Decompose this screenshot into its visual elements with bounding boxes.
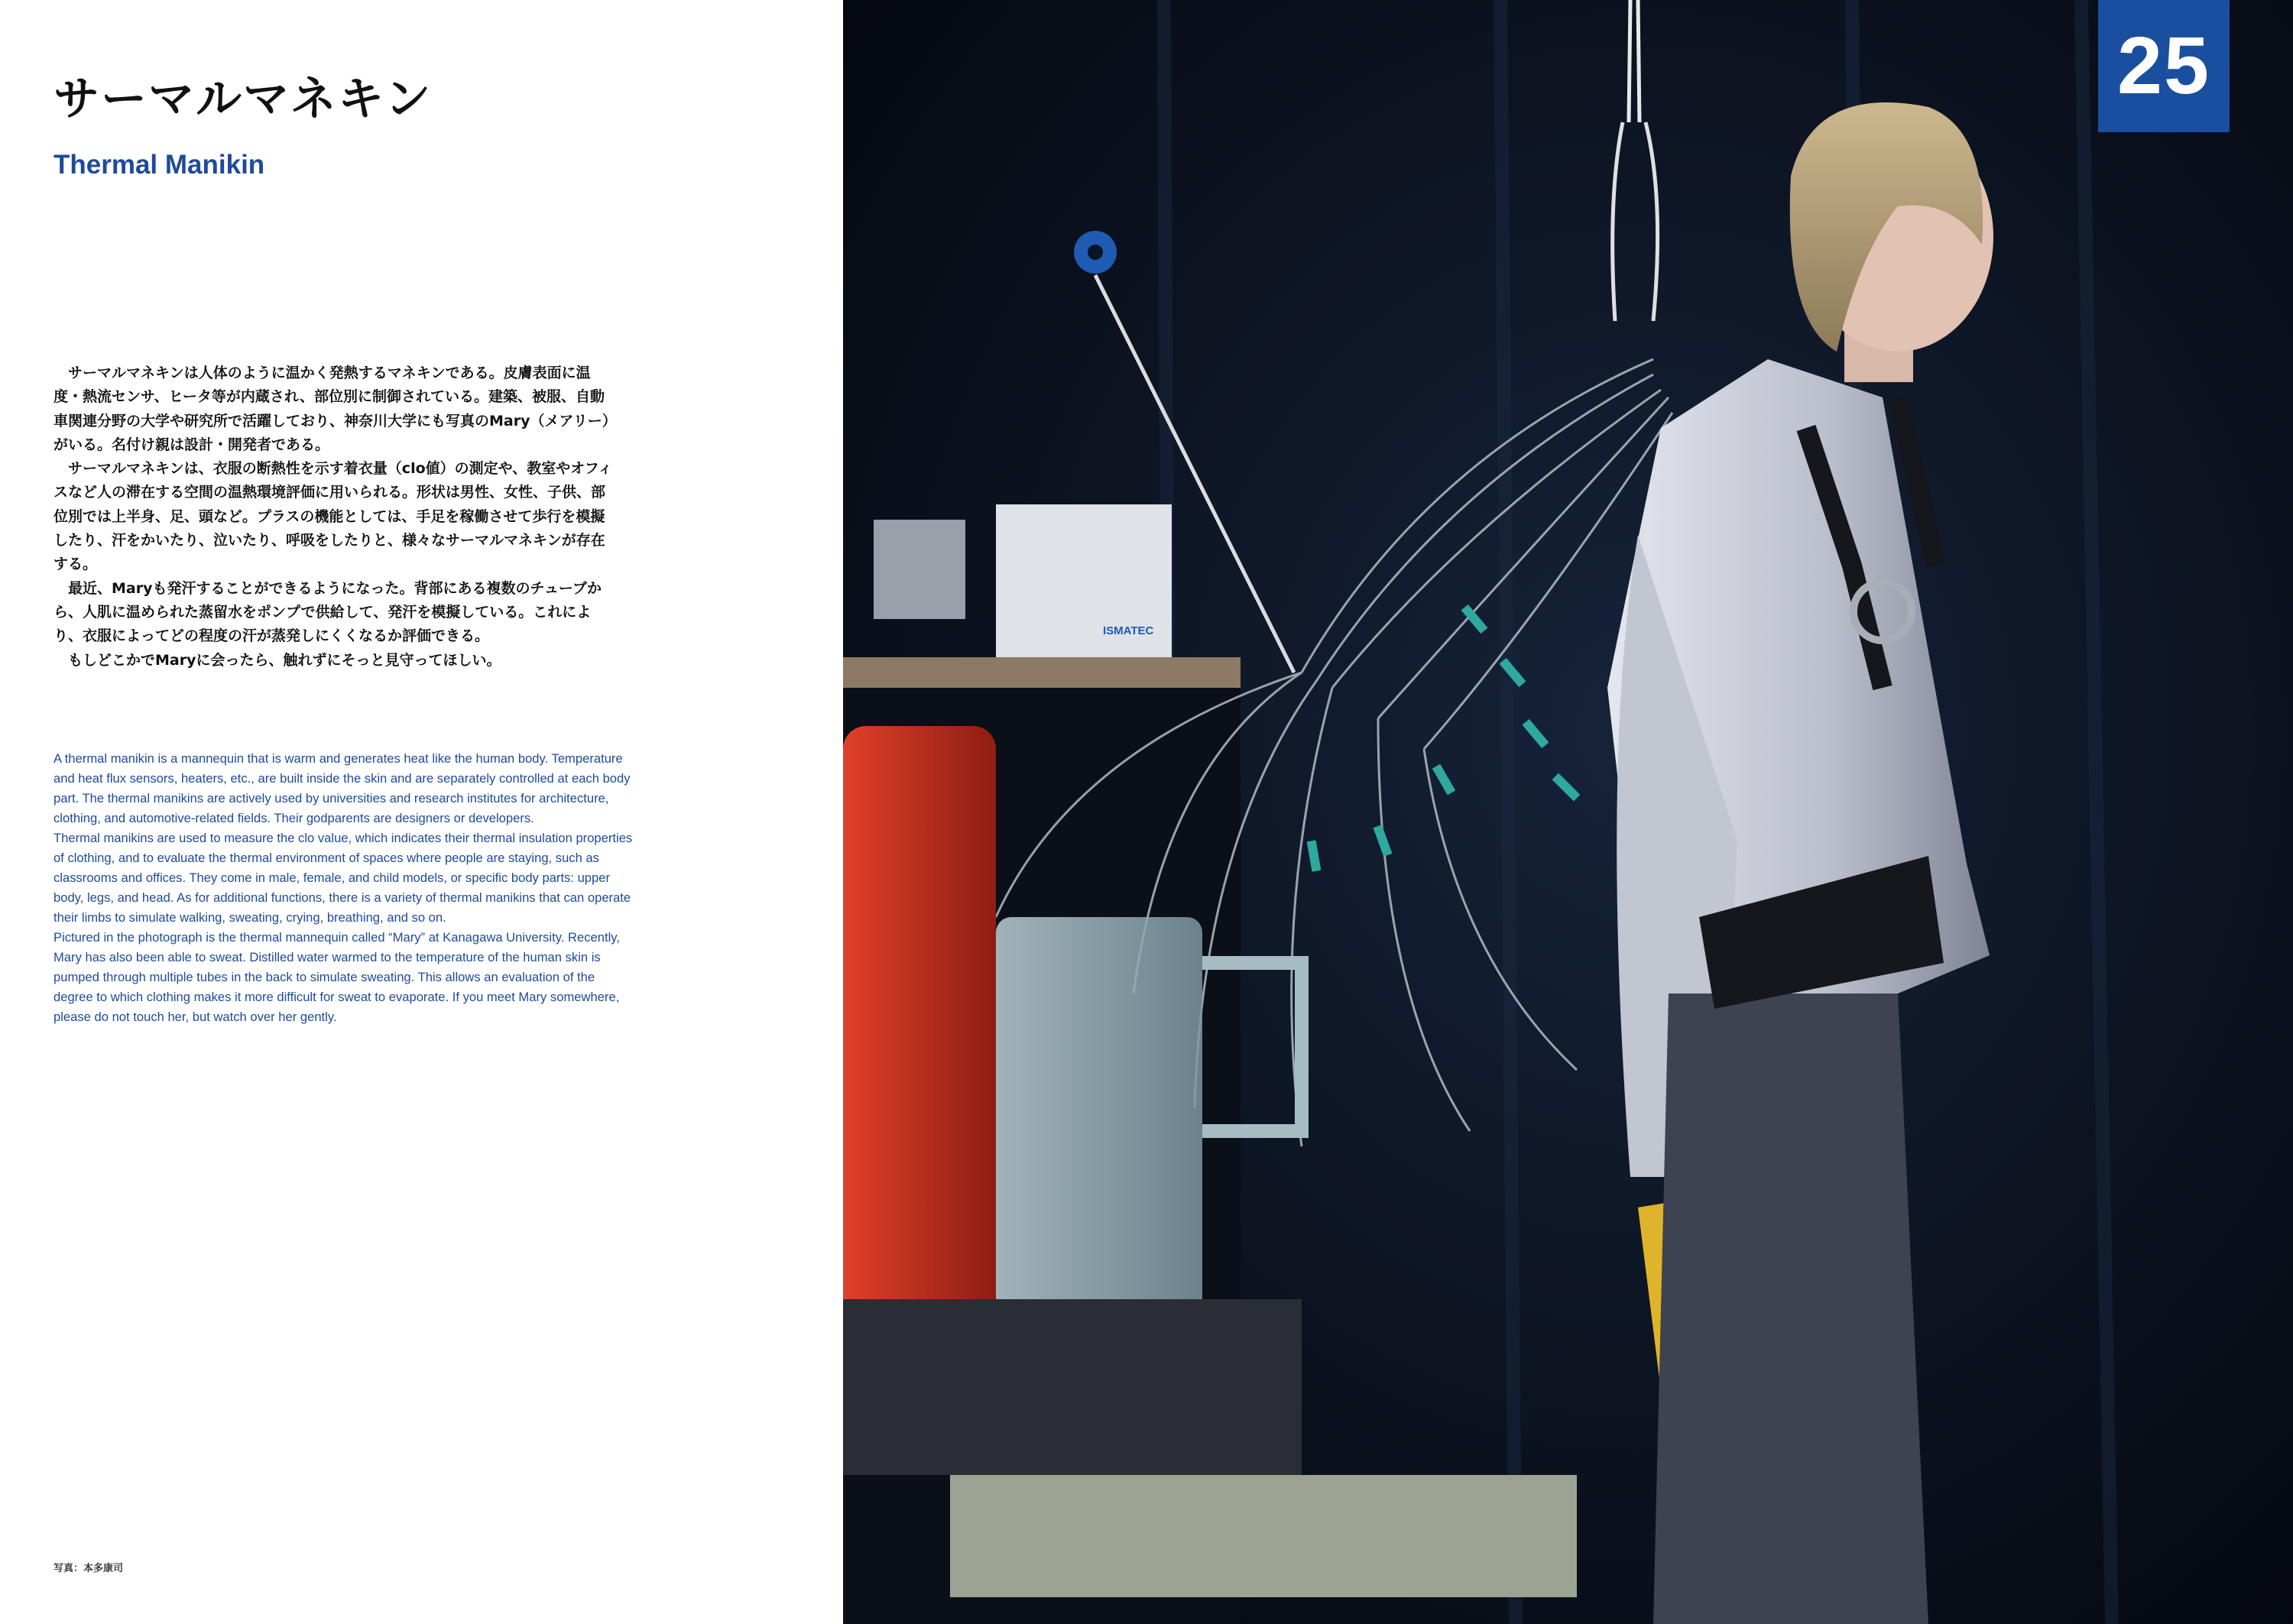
en-paragraph: Pictured in the photograph is the thermal mannequin called “Mary” at Kanagawa University. Recently, Mary has also been able to sweat. Distilled water warmed to the temperature of the human skin is pumped through multiple tubes in the back to simulate sweating. This allows an evaluation of the degree to which clothing makes it more difficult for sweat to evaporate. If you meet Mary somewhere, please do not touch her, but watch over her gently.: [54, 930, 620, 1024]
wooden-table: [950, 1475, 1577, 1597]
left-page: [0, 0, 843, 1624]
english-body-text: [54, 749, 634, 1027]
page-number-badge: 25: [2098, 0, 2230, 132]
red-water-tank: [843, 726, 996, 1337]
jp-paragraph: 最近、Maryも発汗することができるようになった。背部にある複数のチューブから、人肌に温められた蒸留水をポンプで供給して、発汗を模擬している。これにより、衣服によってどの程度の汗が蒸発しにくくなるか評価できる。: [54, 579, 602, 645]
en-paragraph: Thermal manikins are used to measure the clo value, which indicates their thermal insulation properties of clothing, and to evaluate the thermal environment of spaces where people are staying, such as classrooms and offices. They come in male, female, and child models, or specific body parts: upper body, legs, and head. As for additional functions, there is a variety of thermal manikins that can operate their limbs to simulate walking, sweating, crying, breathing, and so on.: [54, 831, 633, 925]
step-stool: [843, 1299, 1302, 1475]
shelf-board: [843, 657, 1241, 688]
page-title-japanese: サーマルマネキン: [54, 73, 433, 126]
japanese-body-text: [54, 361, 619, 673]
page-title-english: Thermal Manikin: [54, 150, 265, 180]
pulley-hub: [1088, 245, 1103, 260]
jp-paragraph: サーマルマネキンは、衣服の断熱性を示す着衣量（clo値）の測定や、教室やオフィスなど人の滞在する空間の温熱環境評価に用いられる。形状は男性、女性、子供、部位別では上半身、足、頭など。プラスの機能としては、手足を稼働させて歩行を模擬したり、汗をかいたり、泣いたり、呼吸をしたりと、様々なサーマルマネキンが存在する。: [54, 460, 613, 573]
manikin-trousers: [1653, 994, 1928, 1624]
photo-illustration: [843, 0, 2293, 1624]
pump-brand-label: ISMATEC: [1103, 624, 1154, 637]
jp-paragraph: サーマルマネキンは人体のように温かく発熱するマネキンである。皮膚表面に温度・熱流センサ、ヒータ等が内蔵され、部位別に制御されている。建築、被服、自動車関連分野の大学や研究所で活躍しており、神奈川大学にも写真のMary（メアリー）がいる。名付け親は設計・開発者である。: [54, 365, 617, 453]
photo-credit: 写真：本多康司: [54, 1563, 124, 1574]
manikin-photograph: [843, 0, 2293, 1624]
pump-back: [874, 520, 965, 619]
en-paragraph: A thermal manikin is a mannequin that is warm and generates heat like the human body. Temperature and heat flux sensors, heaters, etc., are built inside the skin and are separately controlled at each body part. The thermal manikins are actively used by universities and research institutes for architecture, clothing, and automotive-related fields. Their godparents are designers or developers.: [54, 751, 631, 825]
water-jug: [996, 917, 1202, 1314]
jp-paragraph: もしどこかでMaryに会ったら、触れずにそっと見守ってほしい。: [68, 651, 501, 669]
